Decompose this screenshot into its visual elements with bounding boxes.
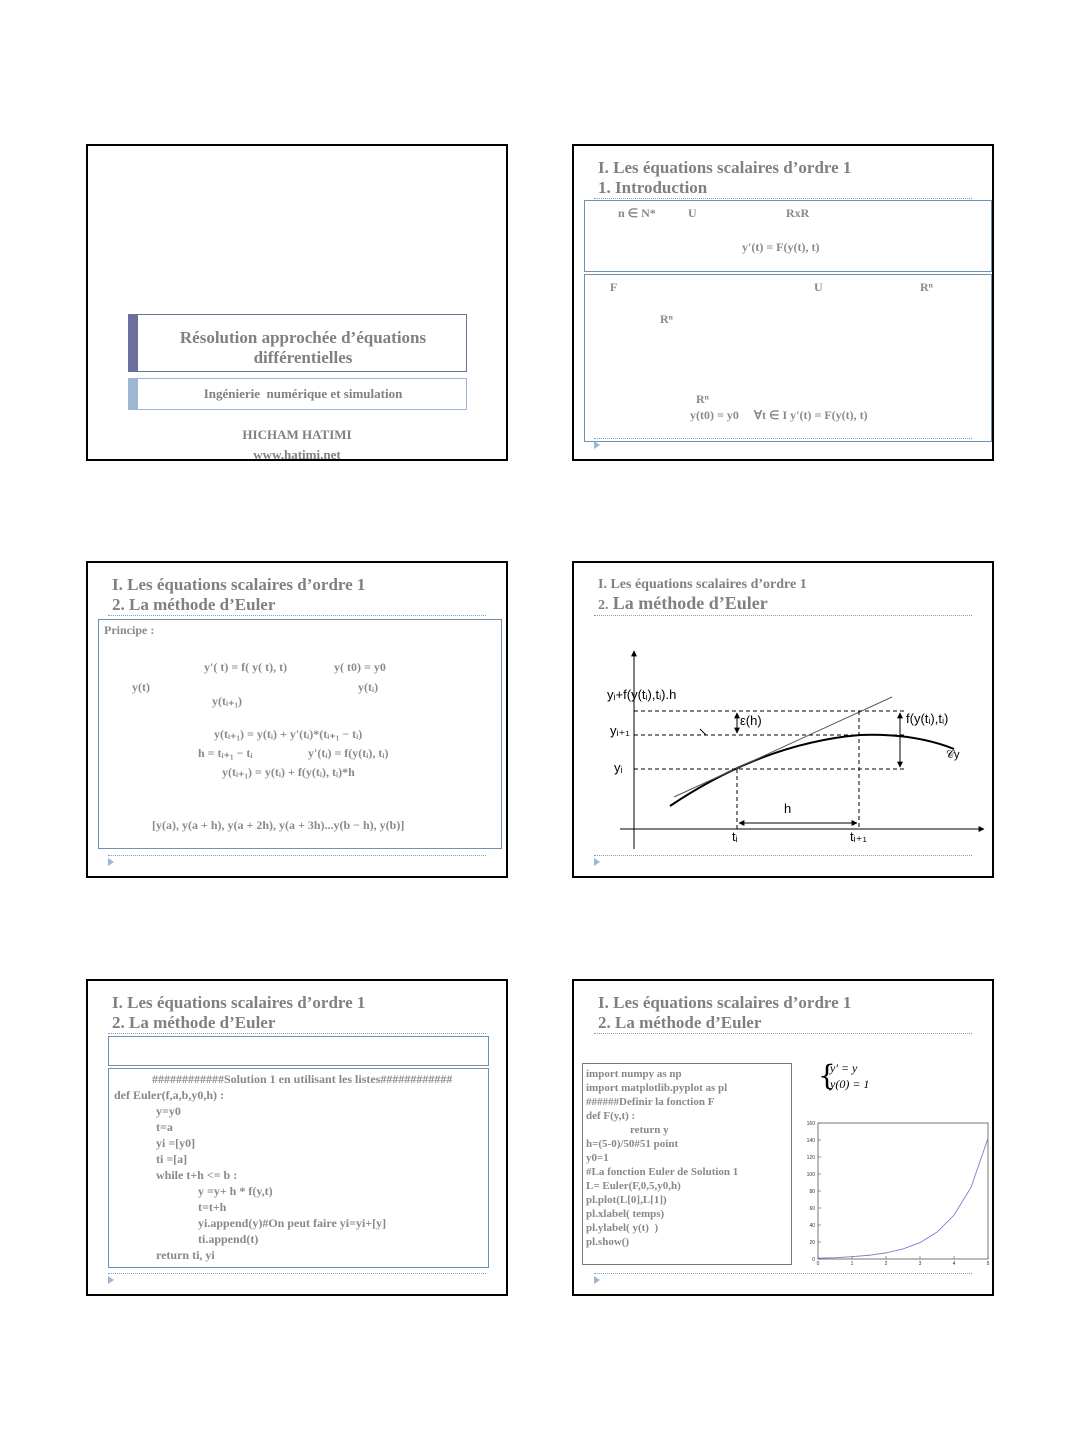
- slide-title-line2: 1. Introduction: [598, 178, 708, 197]
- empty-header-box: [108, 1036, 489, 1066]
- x-tick-label: 2: [884, 1261, 888, 1267]
- nav-arrow-icon[interactable]: [594, 1276, 600, 1284]
- title-divider: [594, 615, 972, 616]
- slide-title-line1: I. Les équations scalaires d’ordre 1: [598, 158, 852, 177]
- rn-set-1: Rⁿ: [920, 280, 933, 294]
- label-ti1: tᵢ₊₁: [850, 829, 867, 844]
- code-line-9: yi.append(y)#On peut faire yi=yi+[y]: [198, 1216, 387, 1230]
- py-line-3: def F(y,t) :: [586, 1110, 636, 1122]
- slide-title-line1: I. Les équations scalaires d’ordre 1: [112, 575, 366, 594]
- euler-eq-2: y(tᵢ₊₁) = y(tᵢ) + y'(tᵢ)*(tᵢ₊₁ − tᵢ): [214, 727, 363, 741]
- label-slope: f(y(tᵢ),tᵢ): [906, 711, 949, 726]
- y-tick-label: 120: [806, 1155, 815, 1161]
- nav-arrow-icon[interactable]: [108, 858, 114, 866]
- label-epsilon: ε(h): [740, 713, 762, 728]
- code-line-1: def Euler(f,a,b,y0,h) :: [114, 1088, 224, 1102]
- exponential-plot: [792, 1117, 992, 1267]
- code-line-7: y =y+ h * f(y,t): [198, 1184, 273, 1198]
- x-tick-label: 3: [918, 1261, 922, 1267]
- small-pointer: [700, 729, 706, 735]
- slide-3: [86, 561, 508, 878]
- footer-divider: [594, 855, 972, 856]
- euler-eq-1: y'( t) = f( y( t), t): [204, 660, 288, 674]
- label-curve: 𝒞y: [946, 749, 960, 761]
- slide-title-line2: 2. La méthode d’Euler: [112, 1013, 276, 1032]
- slide-title-line2: 2. La méthode d’Euler: [598, 1013, 762, 1032]
- euler-eq-1b: y( t0) = y0: [334, 660, 386, 674]
- derivative-definition: y'(tᵢ) = f(y(tᵢ), tᵢ): [308, 746, 389, 760]
- slide-title-line2: [598, 593, 768, 616]
- nav-arrow-icon[interactable]: [108, 1276, 114, 1284]
- y-tick-label: 160: [806, 1121, 815, 1127]
- title-divider: [108, 615, 486, 616]
- py-line-8: L= Euler(F,0,5,y0,h): [586, 1180, 681, 1192]
- code-line-4: yi =[y0]: [156, 1136, 196, 1150]
- label-yi: yᵢ: [614, 760, 623, 775]
- euler-eq-recurrence: y(tᵢ₊₁) = y(tᵢ) + f(y(tᵢ), tᵢ)*h: [222, 765, 355, 779]
- code-line-2: y=y0: [156, 1104, 181, 1118]
- y-of-t: y(t): [132, 680, 150, 694]
- y-of-ti: y(tᵢ): [358, 680, 379, 694]
- title-text: La méthode d’Euler: [612, 593, 768, 613]
- py-line-7: #La fonction Euler de Solution 1: [586, 1166, 739, 1178]
- f-function: F: [610, 280, 618, 294]
- plot-frame: [818, 1123, 988, 1259]
- code-line-3: t=a: [156, 1120, 173, 1134]
- footer-divider: [594, 1273, 972, 1274]
- deck-title: Résolution approchée d’équations différentielles: [179, 328, 427, 367]
- y-tick-label: 20: [809, 1240, 815, 1246]
- euler-geometric-diagram: [574, 623, 992, 863]
- solution-curve: [670, 735, 954, 806]
- system-eq-2: y(0) = 1: [830, 1077, 870, 1091]
- x-tick-label: 5: [986, 1261, 990, 1267]
- code-line-8: t=t+h: [198, 1200, 227, 1214]
- title-divider: [594, 198, 972, 199]
- rn-set-3: Rⁿ: [696, 392, 709, 406]
- code-line-11: return ti, yi: [156, 1248, 215, 1262]
- y-tick-label: 80: [809, 1189, 815, 1195]
- slide-title-line2: 2. La méthode d’Euler: [112, 595, 276, 614]
- slide-1: [86, 144, 508, 461]
- py-line-1: import matplotlib.pyplot as pl: [586, 1082, 728, 1094]
- title-divider: [108, 1033, 486, 1034]
- py-line-11: pl.ylabel( y(t) ): [586, 1222, 659, 1234]
- principe-label: Principe :: [104, 623, 155, 637]
- y-of-ti1: y(tᵢ₊₁): [212, 694, 243, 708]
- cauchy-problem: y(t0) = y0 ∀t ∈ I y'(t) = F(y(t), t): [690, 408, 868, 422]
- slide-title-line1: I. Les équations scalaires d’ordre 1: [598, 993, 852, 1012]
- py-line-12: pl.show(): [586, 1236, 630, 1248]
- nav-arrow-icon[interactable]: [594, 858, 600, 866]
- ode-equation: y'(t) = F(y(t), t): [742, 240, 820, 254]
- code-line-6: while t+h <= b :: [156, 1168, 238, 1182]
- y-tick-label: 0: [812, 1257, 815, 1263]
- label-ti: tᵢ: [732, 829, 738, 844]
- n-in-nstar: n ∈ N*: [618, 206, 656, 220]
- footer-divider: [594, 438, 972, 439]
- py-line-10: pl.xlabel( temps): [586, 1208, 665, 1220]
- y-tick-label: 60: [809, 1206, 815, 1212]
- title-accent-bar: [128, 314, 138, 372]
- slide-6: [572, 979, 994, 1296]
- author-name: HICHAM HATIMI: [242, 427, 352, 442]
- slide-5: [86, 979, 508, 1296]
- title-divider: [594, 1033, 972, 1034]
- rn-set-2: Rⁿ: [660, 312, 673, 326]
- subtitle-accent-bar: [128, 378, 138, 410]
- py-line-4: return y: [630, 1124, 669, 1136]
- py-line-9: pl.plot(L[0],L[1]): [586, 1194, 667, 1206]
- label-yi1: yᵢ₊₁: [610, 723, 630, 738]
- x-tick-label: 1: [850, 1261, 854, 1267]
- code-line-5: ti =[a]: [156, 1152, 188, 1166]
- u-set-2: U: [814, 280, 823, 294]
- system-eq-1: y′ = y: [830, 1061, 858, 1075]
- system-brace: {: [818, 1059, 836, 1092]
- title-number: 2.: [598, 598, 609, 613]
- nav-arrow-icon[interactable]: [594, 441, 600, 449]
- y-tick-label: 100: [806, 1172, 815, 1178]
- label-top: yᵢ+f(y(tᵢ),tᵢ).h: [607, 687, 677, 702]
- x-tick-label: 4: [952, 1261, 956, 1267]
- y-tick-label: 140: [806, 1138, 815, 1144]
- y-tick-label: 40: [809, 1223, 815, 1229]
- x-tick-label: 0: [816, 1261, 820, 1267]
- rxr-set: RxR: [786, 206, 810, 220]
- slide-2: [572, 144, 994, 461]
- code-line-10: ti.append(t): [198, 1232, 259, 1246]
- footer-divider: [108, 1273, 486, 1274]
- footer-divider: [108, 855, 486, 856]
- slide-4: [572, 561, 994, 878]
- step-definition: h = tᵢ₊₁ − tᵢ: [198, 746, 253, 760]
- py-line-6: y0=1: [586, 1152, 609, 1164]
- py-line-2: ######Definir la fonction F: [586, 1096, 715, 1108]
- py-line-0: import numpy as np: [586, 1068, 682, 1080]
- slide-title-line1: I. Les équations scalaires d’ordre 1: [598, 577, 807, 592]
- slide-title-line1: I. Les équations scalaires d’ordre 1: [112, 993, 366, 1012]
- u-set: U: [688, 206, 697, 220]
- label-h: h: [784, 801, 792, 816]
- code-line-0: ############Solution 1 en utilisant les listes############: [152, 1072, 453, 1086]
- author-website[interactable]: www.hatimi.net: [253, 447, 341, 461]
- deck-subtitle: Ingénierie numérique et simulation: [203, 386, 403, 401]
- py-line-5: h=(5-0)/50#51 point: [586, 1138, 679, 1150]
- solution-list: [y(a), y(a + h), y(a + 2h), y(a + 3h)...y(b − h), y(b)]: [152, 818, 405, 832]
